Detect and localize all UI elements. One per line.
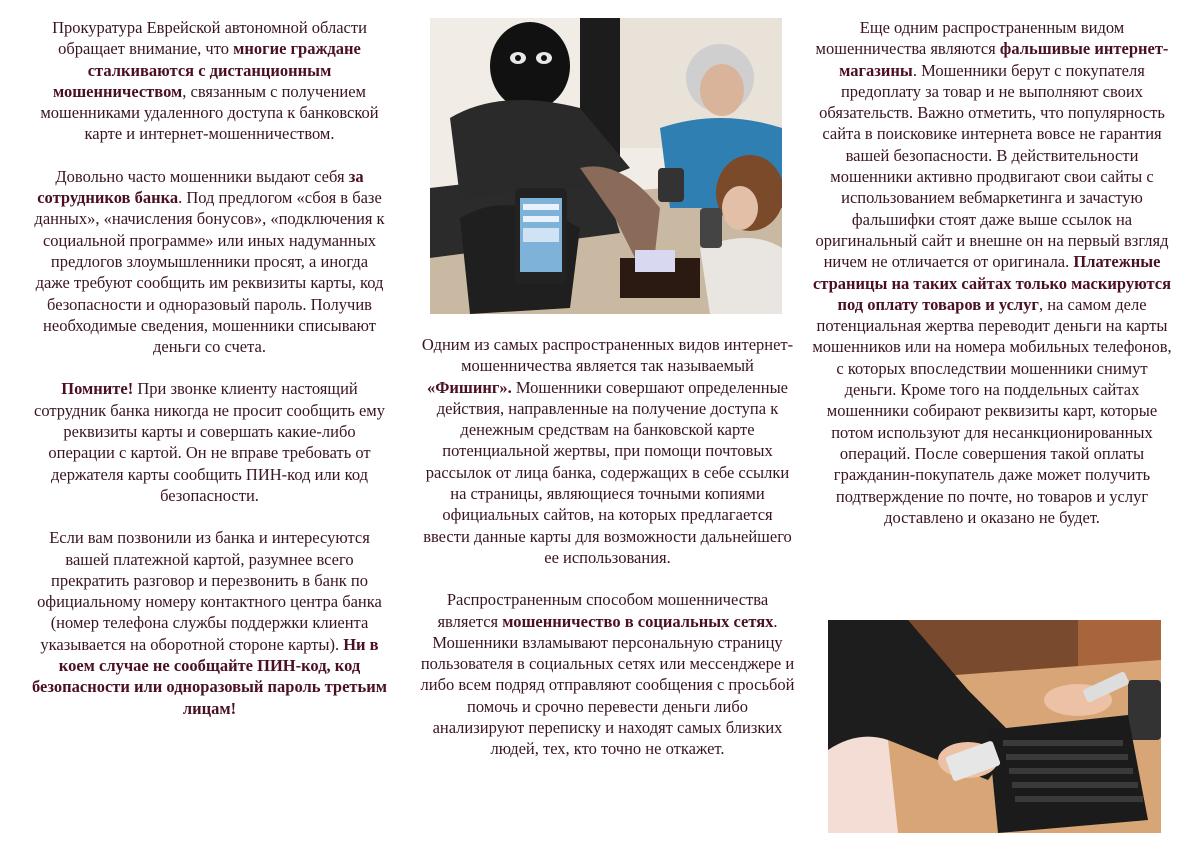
- payment-pages-emphasis: Платежные страницы на таких сайтах только маскируются под оплату товаров и услуг: [812, 252, 1172, 314]
- column-left: [32, 17, 387, 719]
- column-center: [420, 334, 795, 760]
- intro-text-a: Прокуратура Еврейской автономной области обращает внимание, что: [52, 18, 367, 59]
- social-text-a: Распространенным способом мошенничества является: [437, 590, 769, 631]
- callback-paragraph: [32, 527, 387, 719]
- social-networks-paragraph: [420, 589, 795, 759]
- remember-text: При звонке клиенту настоящий сотрудник банка никогда не просит сообщить ему реквизиты карты и совершать какие-либо операции с картой. Он не вправе требовать от держателя карты сообщить ПИН-код или код безопасности.: [34, 379, 385, 505]
- phishing-emphasis: «Фишинг».: [427, 377, 512, 397]
- bank-text-c: . Под предлогом «сбоя в базе данных», «начисления бонусов», «подключения к социальной программе» или иных надуманных предлогов злоумышленники просят, а иногда даже требуют сообщить им реквизиты карты, код безопасности и одноразовый пароль. Получив необходимые сведения, мошенники списывают деньги со счета.: [34, 188, 385, 357]
- remember-paragraph: [32, 378, 387, 506]
- bank-impersonation-paragraph: [32, 166, 387, 358]
- intro-paragraph: [32, 17, 387, 145]
- intro-text-c: , связанным с получением мошенниками удаленного доступа к банковской карте и интернет-мошенничеством.: [40, 81, 379, 144]
- warning-emphasis: Ни в коем случае не сообщайте ПИН-код, код безопасности или одноразовый пароль третьим лицам!: [32, 634, 387, 718]
- social-text-c: . Мошенники взламывают персональную страницу пользователя в социальных сетях или мессенджере и либо всем подряд отправляют сообщения с просьбой помочь и срочно перевести деньги либо анализируют переписку и находят самых близких людей, тех, кто точно не откажет.: [420, 611, 795, 759]
- intro-emphasis: многие граждане сталкиваются с дистанционным мошенничеством: [52, 39, 361, 101]
- callback-text: Если вам позвонили из банка и интересуются вашей платежной картой, разумнее всего прекратить разговор и перезвонить в банк по официальному номеру контактного центра банка (номер телефона службы поддержки клиента указывается на оборотной стороне карты).: [37, 528, 382, 654]
- phishing-text-c: Мошенники совершают определенные действия, направленные на получение доступа к денежным средствам на банковской карте потенциальной жертвы, при помощи почтовых рассылок от лица банка, содержащих в себе ссылки на страницы, являющиеся точными копиями официальных сайтов, на которых предлагается ввести данные карты для возможности дальнейшего ее использования.: [423, 377, 792, 567]
- shops-text-c: . Мошенники берут с покупателя предоплату за товар и не выполняют своих обязательств. Важно отметить, что популярность сайта в поисковике интернета вовсе не гарантия вашей безопасности. В действительности мошенники активно продвигают свои сайты с использованием вебмаркетинга и зачастую фальшифки стоят даже выше ссылок на оригинальный сайт и внешне он на первый взгляд ничем не отличается от оригинала.: [815, 60, 1169, 272]
- shops-text-e: , на самом деле потенциальная жертва переводит деньги на карты мошенников или на номера мобильных телефонов, с которых впоследствии мошенники снимут деньги. Кроме того на поддельных сайтах мошенники собирают реквизиты карт, которые потом используют для несанкционированных операций. После совершения такой оплаты гражданин-покупатель даже может получить подтверждение по почте, но товаров и услуг доставлено и оказано не будет.: [812, 294, 1172, 527]
- column-right: [812, 17, 1172, 528]
- phishing-text-a: Одним из самых распространенных видов интернет-мошенничества является так называемый: [421, 335, 794, 376]
- remember-emphasis: Помните!: [61, 379, 134, 399]
- bank-emphasis: за сотрудников банка: [37, 166, 364, 208]
- shops-text-a: Еще одним распространенным видом мошенничества являются: [815, 18, 1125, 59]
- phishing-illustration: [430, 18, 782, 314]
- social-emphasis: мошенничество в социальных сетях: [502, 611, 774, 631]
- fake-shops-paragraph: [812, 17, 1172, 528]
- phishing-paragraph: [420, 334, 795, 568]
- online-shopping-illustration: [828, 620, 1161, 833]
- shops-emphasis: фальшивые интернет-магазины: [839, 39, 1169, 80]
- bank-text-a: Довольно часто мошенники выдают себя: [55, 166, 345, 186]
